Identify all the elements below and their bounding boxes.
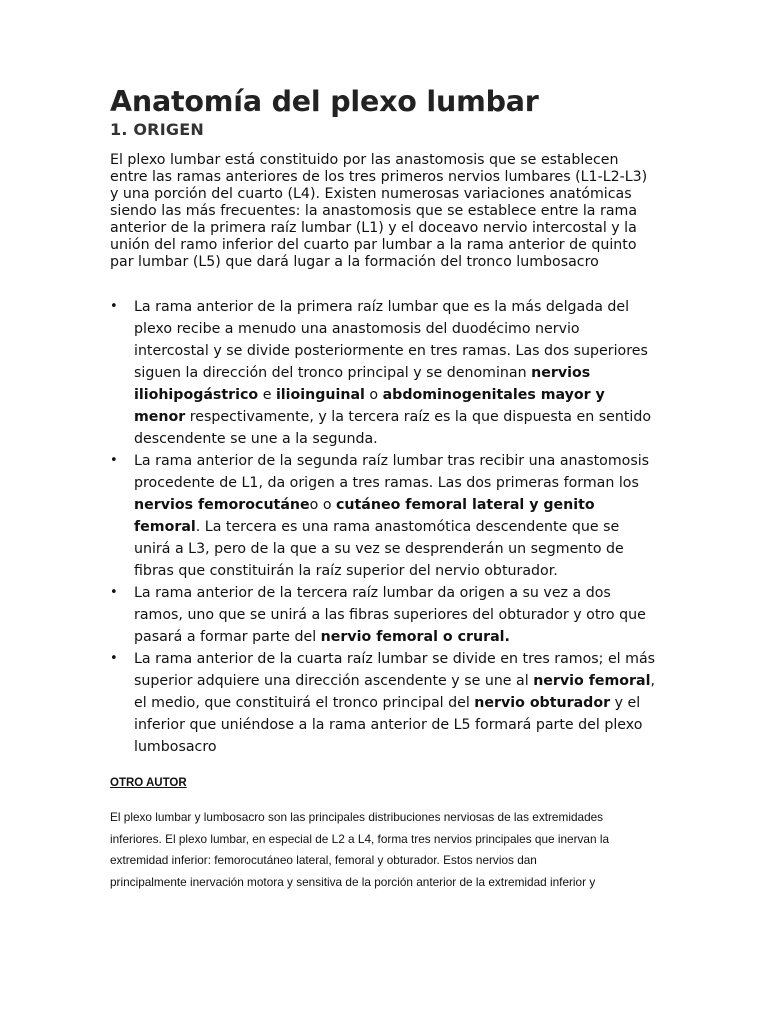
intro-paragraph bbox=[110, 152, 658, 271]
bold-term: nervio femoral bbox=[533, 673, 651, 689]
intro-line: y el doceavo nervio intercostal y la unión del ramo inferior del cuarto bbox=[110, 220, 637, 253]
bullet-marker: • bbox=[110, 651, 118, 666]
bold-term: nervio obturador bbox=[474, 695, 611, 711]
bullet-text: La rama anterior de la primera raíz lumbar que es la más delgada del plexo recibe a menudo una anastomosis del duodécimo nervio intercostal y se divide posteriormente en tres ramas. Las dos superiores siguen la dirección del tronco principal y se denominan bbox=[134, 299, 648, 381]
bullet-marker: • bbox=[110, 453, 118, 468]
bullet-text: . La tercera es una rama anastomótica descendente que se unirá a L3, pero de la que a su vez se desprenderán un segmento de fibras que constituirán la raíz superior del nervio obturador. bbox=[134, 519, 624, 579]
intro-line: que se establece entre la rama anterior de la primera raíz lumbar (L1) bbox=[110, 203, 638, 236]
other-author-heading: OTRO AUTOR bbox=[110, 777, 187, 789]
other-author-paragraph bbox=[110, 807, 660, 893]
bullet-marker: • bbox=[110, 299, 118, 314]
bold-term: nervio femoral o crural. bbox=[320, 629, 510, 645]
bullet-text: y el inferior que uniéndose a la rama anterior de L5 formará parte del plexo lumbosacro bbox=[134, 695, 643, 755]
intro-line: establecen entre las ramas anteriores de los tres primeros nervios bbox=[110, 152, 619, 185]
list-item bbox=[110, 648, 658, 758]
bold-term: cutáneo femoral lateral y genito femoral bbox=[134, 497, 595, 535]
other-author-line: principalmente inervación motora y sensitiva de la porción anterior de la extremidad inferior y bbox=[110, 874, 596, 889]
list-item bbox=[110, 450, 658, 582]
other-author-line: El plexo lumbar y lumbosacro son las principales distribuciones nerviosas de las extremidades bbox=[110, 810, 604, 824]
intro-line: El plexo lumbar está constituido por las anastomosis que se bbox=[110, 152, 537, 168]
bullet-text: o o bbox=[309, 497, 337, 513]
bullet-text: o bbox=[364, 387, 383, 403]
bullet-text: e bbox=[258, 387, 276, 403]
intro-line: par lumbar a la rama anterior de quinto par lumbar (L5) que dará bbox=[110, 237, 637, 270]
intro-line: variaciones anatómicas siendo las más frecuentes: la anastomosis bbox=[110, 186, 632, 219]
bullet-text: La rama anterior de la segunda raíz lumbar tras recibir una anastomosis procedente de L1, da origen a tres ramas. Las dos primeras forman los bbox=[134, 453, 650, 491]
page-title: Anatomía del plexo lumbar bbox=[110, 85, 539, 118]
document-page bbox=[110, 84, 658, 893]
other-author-line: inferiores. El plexo lumbar, en especial de L2 a L4, forma tres nervios principales que inervan la bbox=[110, 831, 610, 846]
bullet-text: La rama anterior de la tercera raíz lumbar da origen a su vez a dos ramos, uno que se unirá a las fibras superiores del obturador y otro que pasará a formar parte del bbox=[134, 585, 646, 645]
bold-term: ilioinguinal bbox=[275, 387, 365, 403]
bold-term: abdominogenitales mayor y menor bbox=[134, 387, 605, 425]
list-item bbox=[110, 582, 658, 648]
intro-line: lugar a la formación del tronco lumbosacro bbox=[293, 254, 599, 270]
bold-term: nervios iliohipogástrico bbox=[134, 365, 591, 403]
other-author-line: extremidad inferior: femorocutáneo lateral, femoral y obturador. Estos nervios dan bbox=[110, 853, 537, 867]
bullet-marker: • bbox=[110, 585, 118, 600]
bullet-list bbox=[110, 296, 658, 758]
bullet-text: La rama anterior de la cuarta raíz lumbar se divide en tres ramos; el más superior adquiere una dirección ascendente y se une al bbox=[134, 651, 656, 689]
list-item bbox=[110, 296, 658, 450]
intro-line: lumbares (L1-L2-L3) y una porción del cuarto (L4). Existen numerosas bbox=[110, 169, 648, 202]
bullet-text: respectivamente, y la tercera raíz es la que dispuesta en sentido descendente se une a la segunda. bbox=[134, 409, 652, 447]
bold-term: nervios femorocutáne bbox=[134, 497, 310, 513]
section-heading: 1. ORIGEN bbox=[110, 120, 204, 139]
bullet-text: , el medio, que constituirá el tronco principal del bbox=[134, 673, 655, 711]
